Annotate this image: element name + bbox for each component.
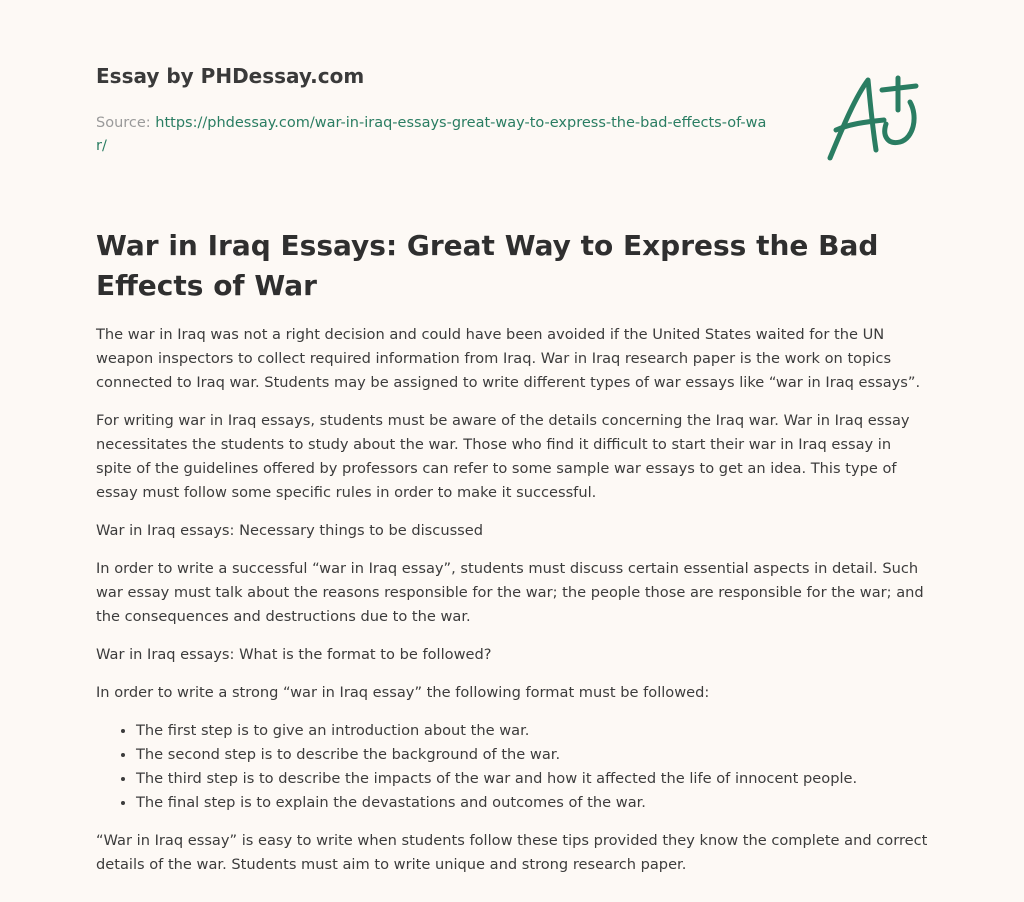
article-body <box>96 323 928 891</box>
paragraph-aspects: In order to write a successful “war in Iraq essay”, students must discuss certain essential aspects in detail. Such war essay must talk about the reasons responsible for the war; the people those are responsible for the war; and the consequences and destructions due to the war. <box>96 560 924 625</box>
list-item: • The third step is to describe the impacts of the war and how it affected the life of innocent people. <box>136 767 928 791</box>
article-title: War in Iraq Essays: Great Way to Express the Bad Effects of War <box>96 229 879 302</box>
source-line <box>96 112 776 158</box>
a-plus-logo-icon <box>822 66 926 164</box>
paragraph-format-intro: In order to write a strong “war in Iraq essay” the following format must be followed: <box>96 684 710 701</box>
subheading-necessary: War in Iraq essays: Necessary things to be discussed <box>96 522 484 539</box>
source-link[interactable]: https://phdessay.com/war-in-iraq-essays-great-way-to-express-the-bad-effects-of-war/ <box>96 115 767 154</box>
list-item: • The second step is to describe the background of the war. <box>136 743 928 767</box>
paragraph-writing: For writing war in Iraq essays, students must be aware of the details concerning the Iraq war. War in Iraq essay necessitates the students to study about the war. Those who find it difficult to start their war in Iraq essay in spite of the guidelines offered by professors can refer to some sample war essays to get an idea. This type of essay must follow some specific rules in order to make it successful. <box>96 412 910 501</box>
header <box>96 0 928 170</box>
steps-list <box>96 719 928 815</box>
subheading-format: War in Iraq essays: What is the format to be followed? <box>96 646 492 663</box>
list-item: • The final step is to explain the devastations and outcomes of the war. <box>136 791 928 815</box>
brand-title: Essay by PHDessay.com <box>96 64 365 88</box>
document-page <box>96 0 928 873</box>
paragraph-closing: “War in Iraq essay” is easy to write when students follow these tips provided they know the complete and correct details of the war. Students must aim to write unique and strong research paper. <box>96 832 928 873</box>
source-label: Source: <box>96 115 156 131</box>
list-item: • The first step is to give an introduction about the war. <box>136 719 928 743</box>
paragraph-intro: The war in Iraq was not a right decision and could have been avoided if the United States waited for the UN weapon inspectors to collect required information from Iraq. War in Iraq research paper is the work on topics connected to Iraq war. Students may be assigned to write different types of war essays like “war in Iraq essays”. <box>96 326 921 391</box>
